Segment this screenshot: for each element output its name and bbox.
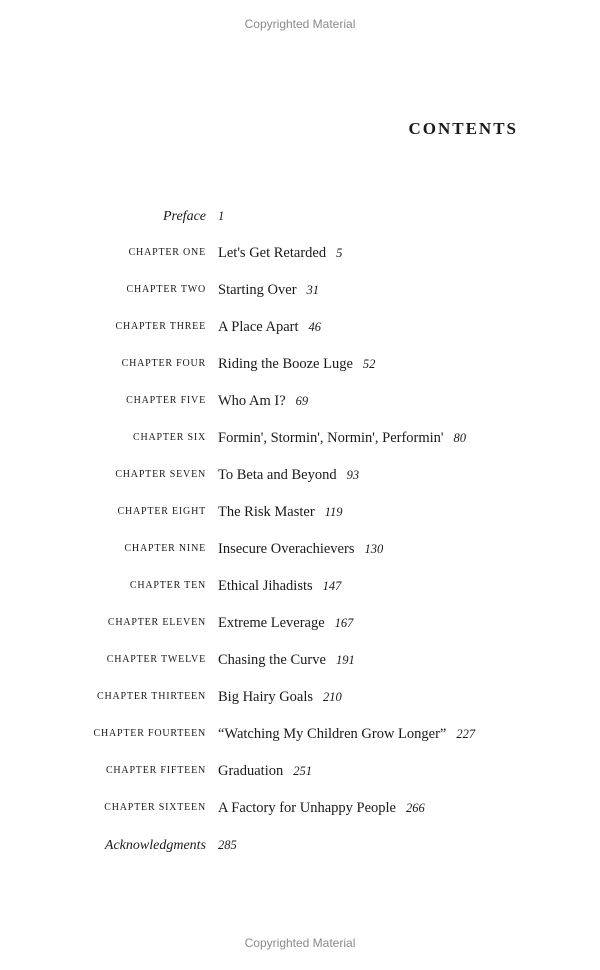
toc-page: 1 (218, 209, 225, 223)
toc-entry (218, 836, 237, 854)
toc-entry (218, 725, 475, 743)
toc-row (0, 762, 600, 799)
toc-title: “Watching My Children Grow Longer” (218, 726, 447, 742)
toc-title: Let's Get Retarded (218, 245, 327, 261)
toc-title: Ethical Jihadists (218, 578, 313, 594)
toc-label: CHAPTER FOUR (121, 358, 206, 369)
toc-row-acknowledgments (0, 836, 600, 873)
toc-label: CHAPTER FIFTEEN (105, 765, 206, 776)
toc-title: Big Hairy Goals (218, 689, 314, 705)
toc-row-preface (0, 207, 600, 244)
table-of-contents (0, 207, 600, 873)
toc-entry (218, 244, 342, 262)
toc-page: 52 (362, 357, 376, 371)
toc-row (0, 466, 600, 503)
toc-page: 285 (218, 838, 237, 852)
page-title: CONTENTS (408, 119, 518, 138)
toc-entry (218, 762, 312, 780)
toc-label: Preface (162, 209, 206, 224)
toc-title: A Place Apart (218, 319, 299, 335)
toc-row (0, 725, 600, 762)
toc-entry (218, 651, 355, 669)
toc-row (0, 577, 600, 614)
toc-entry (218, 318, 321, 336)
toc-row (0, 392, 600, 429)
toc-row (0, 281, 600, 318)
toc-row (0, 614, 600, 651)
toc-entry (218, 281, 319, 299)
toc-entry (218, 503, 342, 521)
toc-entry (218, 799, 425, 817)
toc-title: Formin', Stormin', Normin', Performin' (218, 430, 444, 446)
toc-label: CHAPTER FOURTEEN (93, 728, 206, 739)
toc-entry (218, 355, 375, 373)
toc-row (0, 318, 600, 355)
toc-page: 119 (324, 505, 343, 519)
toc-row (0, 540, 600, 577)
toc-title: Who Am I? (218, 393, 286, 409)
toc-row (0, 688, 600, 725)
toc-page: 31 (306, 283, 320, 297)
toc-label: Acknowledgments (104, 838, 206, 853)
toc-page: 93 (346, 468, 360, 482)
toc-label: CHAPTER TEN (129, 580, 206, 591)
toc-row (0, 355, 600, 392)
toc-page: 167 (334, 616, 354, 630)
toc-row (0, 503, 600, 540)
toc-title: Riding the Booze Luge (218, 356, 353, 372)
toc-page: 130 (364, 542, 384, 556)
toc-label: CHAPTER TWELVE (106, 654, 206, 665)
toc-title: The Risk Master (218, 504, 315, 520)
toc-label: CHAPTER NINE (124, 543, 206, 554)
toc-label: CHAPTER THIRTEEN (97, 691, 206, 702)
toc-entry (218, 614, 353, 632)
toc-page: 210 (323, 690, 342, 704)
toc-label: CHAPTER EIGHT (117, 506, 206, 517)
toc-row (0, 244, 600, 281)
toc-entry (218, 429, 466, 447)
toc-row (0, 651, 600, 688)
toc-label: CHAPTER FIVE (126, 395, 206, 406)
toc-title: Extreme Leverage (218, 615, 325, 631)
toc-entry (218, 392, 308, 410)
toc-page: 80 (453, 431, 467, 445)
toc-entry (218, 207, 224, 225)
toc-entry (218, 540, 383, 558)
toc-page: 147 (322, 579, 342, 593)
toc-label: CHAPTER ELEVEN (107, 617, 206, 628)
toc-row (0, 799, 600, 836)
toc-label: CHAPTER TWO (126, 284, 206, 295)
copyright-watermark-top: Copyrighted Material (244, 17, 356, 31)
toc-title: To Beta and Beyond (218, 467, 337, 483)
toc-page: 5 (336, 246, 343, 260)
toc-label: CHAPTER THREE (115, 321, 206, 332)
toc-title: Graduation (218, 763, 284, 779)
toc-row (0, 429, 600, 466)
toc-page: 191 (335, 653, 355, 667)
toc-page: 251 (293, 764, 312, 778)
toc-page: 46 (308, 320, 322, 334)
toc-label: CHAPTER ONE (128, 247, 206, 258)
toc-label: CHAPTER SIX (133, 432, 206, 443)
toc-label: CHAPTER SEVEN (115, 469, 206, 480)
toc-entry (218, 688, 342, 706)
toc-label: CHAPTER SIXTEEN (104, 802, 206, 813)
toc-title: Insecure Overachievers (218, 541, 355, 557)
copyright-watermark-bottom: Copyrighted Material (244, 936, 356, 950)
toc-page: 266 (406, 801, 425, 815)
toc-entry (218, 466, 359, 484)
toc-entry (218, 577, 341, 595)
toc-title: Chasing the Curve (218, 652, 326, 668)
toc-title: A Factory for Unhappy People (218, 800, 396, 816)
toc-page: 227 (456, 727, 476, 741)
toc-title: Starting Over (218, 282, 297, 298)
toc-page: 69 (295, 394, 309, 408)
